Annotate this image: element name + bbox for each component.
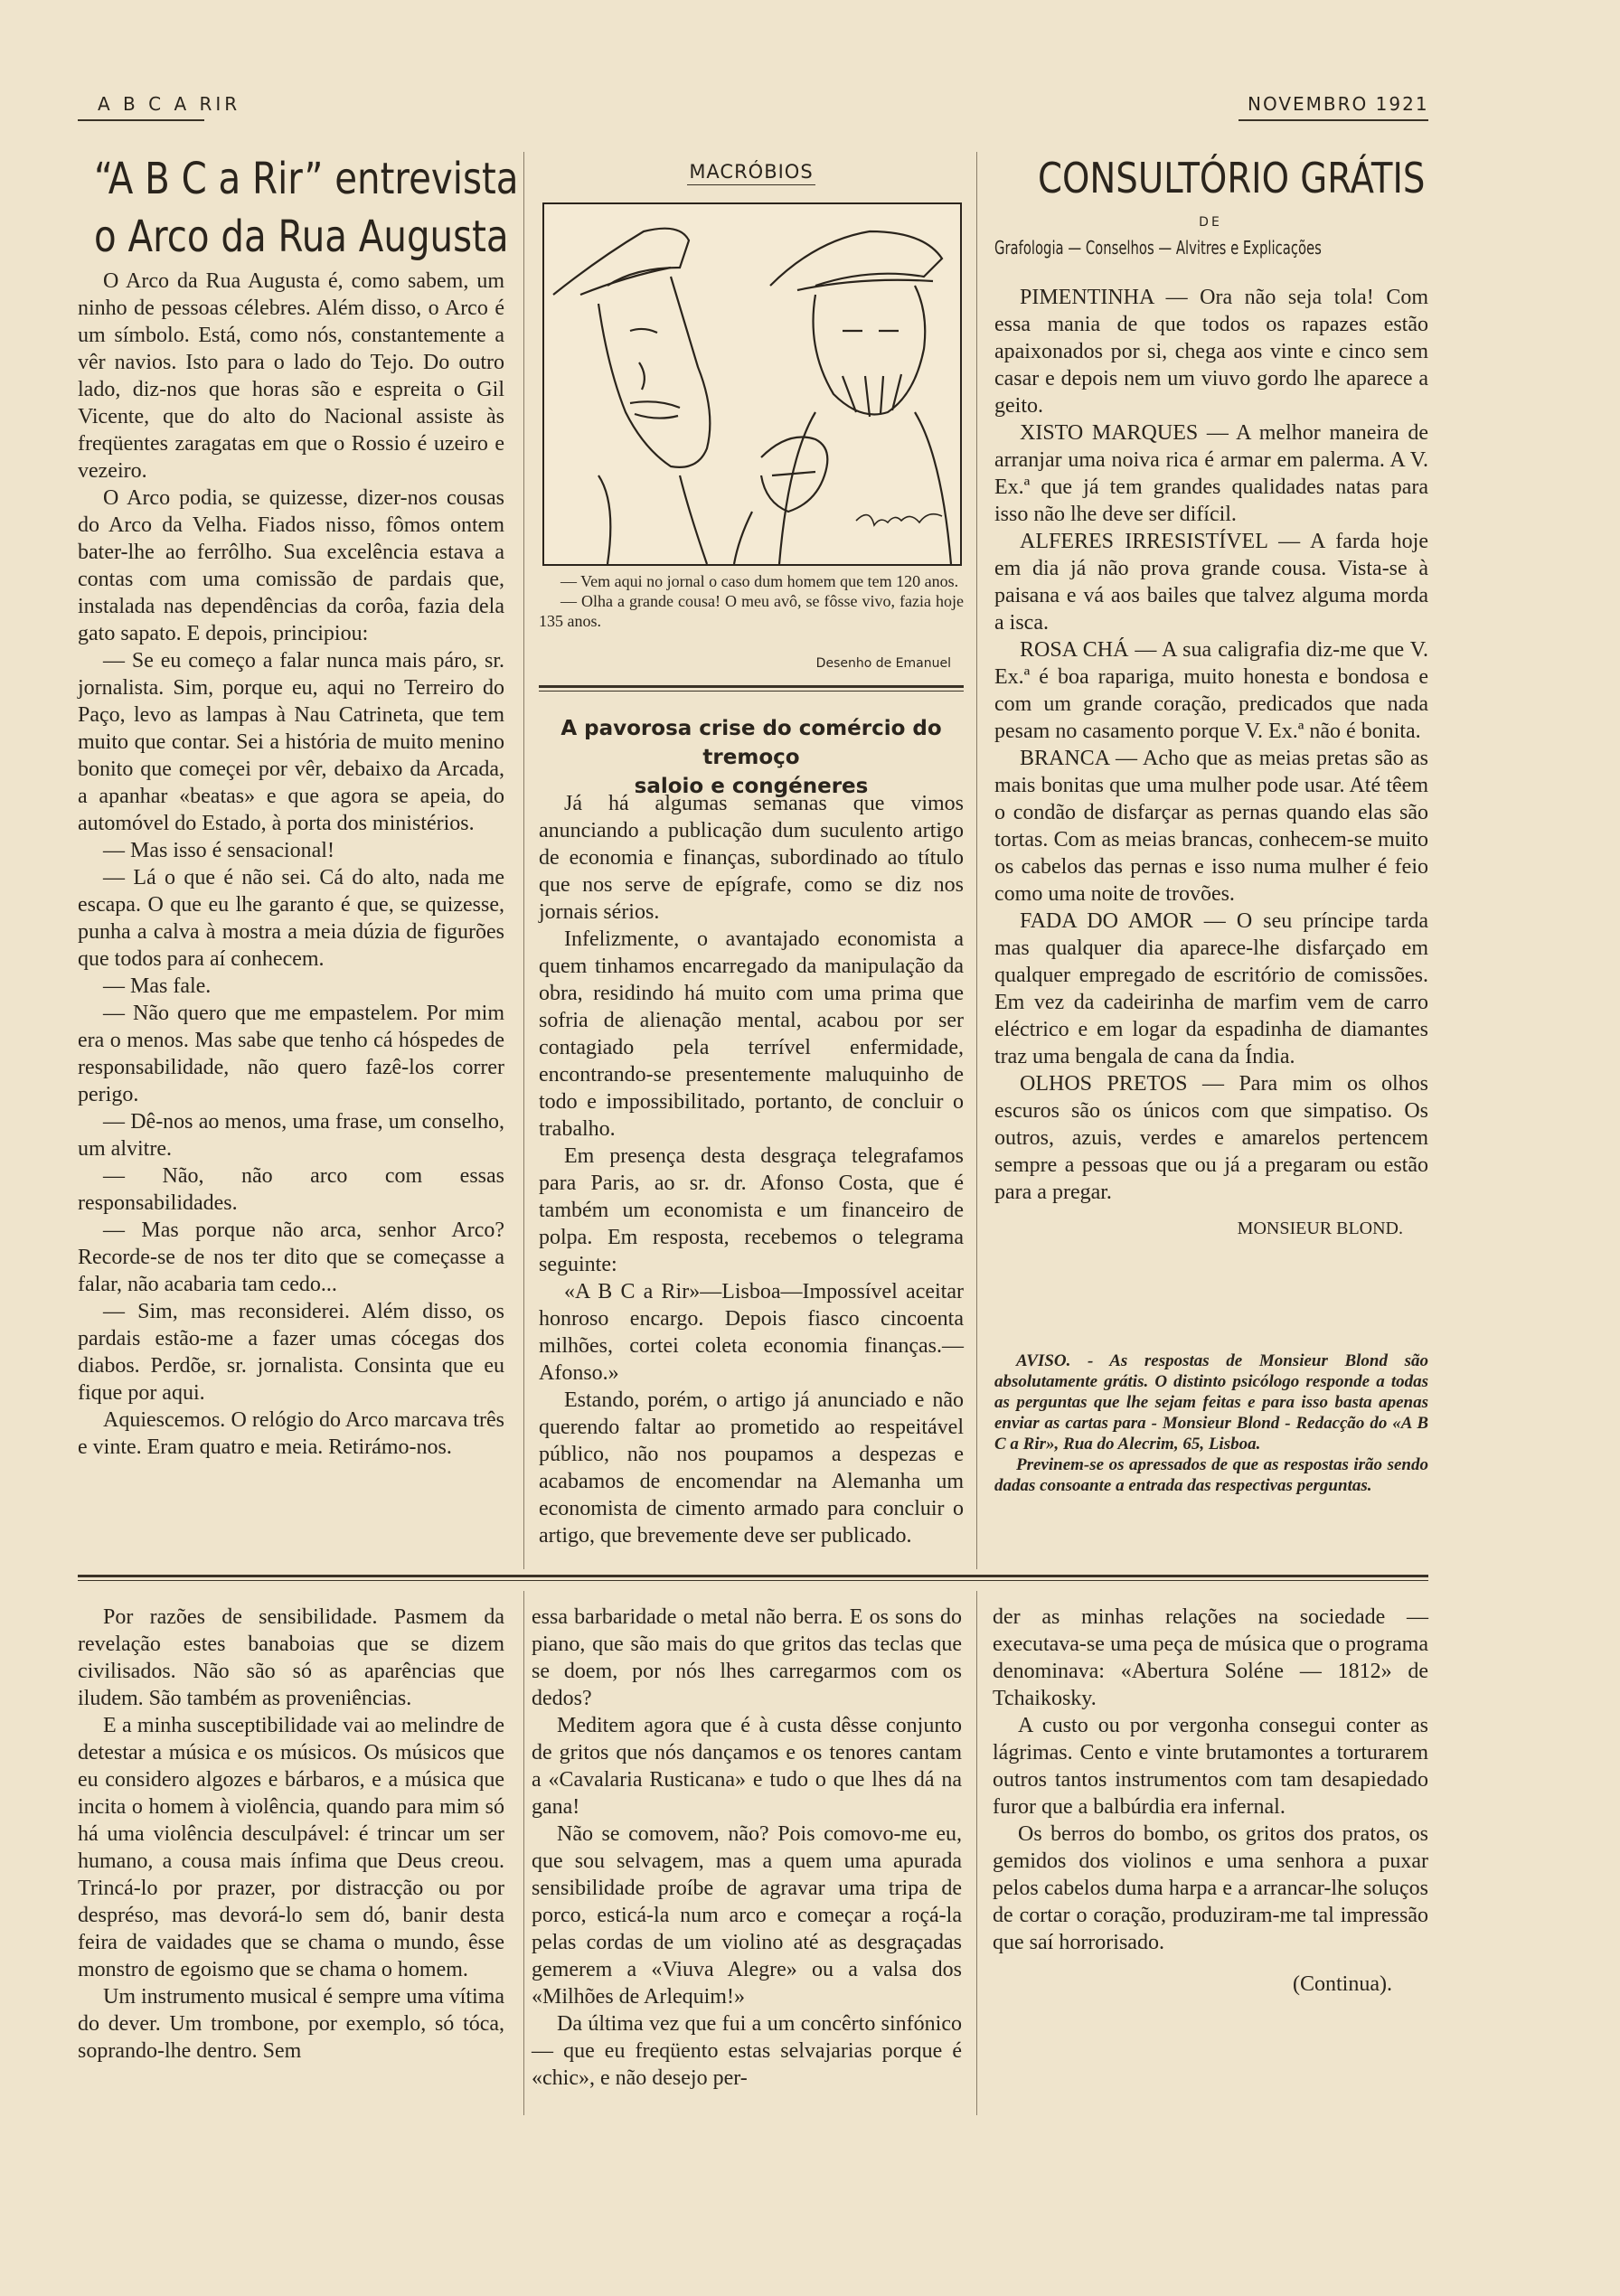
answer: BRANCA — Acho que as meias pretas são as mais bonitas que uma mulher pode usar. Até têem o condão de disfarçar as pernas quando elas são tortas. Com as meias brancas, conhecem-se muito os cabelos das pernas e isso numa mulher é feio como uma noite de trovões.: [994, 747, 1428, 906]
paragraph: Meditem agora que é à custa dêsse conjunto de gritos que nós dançamos e os tenores cantam a «Cavalaria Rusticana» e tudo o que lhes dá na gana!: [532, 1714, 962, 1819]
paragraph: Estando, porém, o artigo já anunciado e não querendo faltar ao prometido ao respeitável público, não nos poupamos a despezas e acabamos de encomendar na Alemanha um economista de cimento armado para concluir o artigo, que brevemente deve ser publicado.: [539, 1388, 964, 1548]
left-article-body: [78, 268, 504, 1461]
cartoon-title-rule: [687, 184, 815, 185]
bottom-col-2: [532, 1604, 962, 2092]
answer: ALFERES IRRESISTÍVEL — A farda hoje em dia já não prova grande cousa. Vista-se à paisana e vá aos bailes que talvez alguma morda a isca.: [994, 530, 1428, 635]
caption-line: — Olha a grande cousa! O meu avô, se fôsse vivo, fazia hoje 135 anos.: [539, 592, 964, 630]
answer: PIMENTINHA — Ora não seja tola! Com essa mania de que todos os rapazes estão apaixonados por si, chega aos vinte e cinco sem casar e depois nem um viuvo gordo lhe aparece a geito.: [994, 286, 1428, 418]
cartoon-credit: Desenho de Emanuel: [815, 656, 951, 671]
paragraph: Da última vez que fui a um concêrto sinfónico — que eu freqüento estas selvajarias porque é «chic», e não desejo per-: [532, 2012, 962, 2090]
notice-paragraph: Previnem-se os apressados de que as respostas irão sendo dadas consoante a entrada das respectivas perguntas.: [994, 1455, 1428, 1495]
middle-article-title: [539, 714, 964, 801]
cartoon-drawing: [544, 204, 960, 564]
cartoon-title: MACRÓBIOS: [689, 161, 814, 183]
paragraph: E a minha susceptibilidade vai ao melindre de detestar a música e os músicos. Os músicos que eu considero algozes e bárbaros, e a música que incita o homem à violência, quando para mim só há uma violência desculpável: é trincar um ser humano, a cousa mais ínfima que Deus creou. Trincá-lo por prazer, por distracção ou por despréso, mas devorá-lo sem dó, banir desta feira de vaidades que se chama o mundo, êsse monstro de egoismo que se chama o homem.: [78, 1714, 504, 1981]
paragraph: — Se eu começo a falar nunca mais páro, sr. jornalista. Sim, porque eu, aqui no Terreiro do Paço, levo as lampas à Nau Catrineta, que tem muito que contar. Sei a história de muito menino bonito que começei por vêr, debaixo da Arcada, a apanhar «beatas» e que agora se apeia, do automóvel do Estado, à porta dos ministérios.: [78, 649, 504, 835]
paragraph: Já há algumas semanas que vimos anunciando a publicação dum suculento artigo de economia e finanças, subordinado ao título que nos serve de epígrafe, como se diz nos jornais sérios.: [539, 792, 964, 924]
paragraph: Por razões de sensibilidade. Pasmem da revelação estes banaboias que se dizem civilisados. Não são só as aparências que iludem. São também as proveniências.: [78, 1605, 504, 1710]
column-rule: [976, 1591, 977, 2115]
cartoon-caption: [539, 571, 964, 631]
middle-title-line1: A pavorosa crise do comércio do tremoço: [560, 717, 942, 769]
paragraph: — Sim, mas reconsiderei. Além disso, os pardais estão-me a fazer umas cócegas dos diabos. Perdõe, sr. jornalista. Consinta que eu fique por aqui.: [78, 1300, 504, 1405]
consultorio-de: DE: [1199, 215, 1222, 230]
paragraph: Aquiescemos. O relógio do Arco marcava três e vinte. Eram quatro e meia. Retirámo-nos.: [78, 1408, 504, 1459]
paragraph: — Mas fale.: [103, 974, 212, 998]
paragraph: O Arco podia, se quizesse, dizer-nos cousas do Arco da Velha. Fiados nisso, fômos ontem bater-lhe ao ferrôlho. Sua excelência estava a contas com uma comissão de pardais que, instalada nas dependências da corôa, fazia dela gato sapato. E depois, principiou:: [78, 486, 504, 645]
consultorio-notice: [994, 1350, 1428, 1496]
paragraph: — Mas porque não arca, senhor Arco? Recorde-se de nos ter dito que se começasse a falar, não acabaria tam cedo...: [78, 1219, 504, 1296]
paragraph: — Lá o que é não sei. Cá do alto, nada me escapa. O que eu lhe garanto é que, se quizesse, punha a calva à mostra a meia dúzia de figurões que todos para aí conhecem.: [78, 866, 504, 971]
consultorio-body: [994, 284, 1428, 1242]
bottom-col-1: [78, 1604, 504, 2065]
left-article-title: [78, 154, 519, 271]
cartoon-illustration: [542, 202, 962, 566]
caption-line: — Vem aqui no jornal o caso dum homem que tem 120 anos.: [560, 572, 959, 590]
continued-note: (Continua).: [1293, 1972, 1392, 1996]
paragraph: — Mas isso é sensacional!: [103, 839, 334, 862]
paragraph: essa barbaridade o metal não berra. E os sons do piano, que são mais do que gritos das teclas que se doem, por nós lhes carregarmos com os dedos?: [532, 1605, 962, 1710]
consultorio-signature: MONSIEUR BLOND.: [1237, 1219, 1403, 1238]
answer: XISTO MARQUES — A melhor maneira de arranjar uma noiva rica é armar em palerma. A V. Ex.ª que já tem grandes qualidades natas para isso não lhe deve ser difícil.: [994, 421, 1428, 526]
paragraph: der as minhas relações na sociedade — executava-se uma peça de música que o programa denominava: «Abertura Soléne — 1812» de Tchaikosky.: [993, 1605, 1428, 1710]
section-separator: [78, 1575, 1428, 1577]
header-left: A B C A RIR: [98, 93, 241, 115]
paragraph: Um instrumento musical é sempre uma vítima do dever. Um trombone, por exemplo, só tóca, soprando-lhe dentro. Sem: [78, 1985, 504, 2063]
consultorio-title: [989, 154, 1441, 217]
paragraph: Os berros do bombo, os gritos dos pratos, os gemidos dos violinos e uma senhora a puxar pelos cabelos duma harpa e a arrancar-lhe soluços de cortar o coração, produziram-me tal impressão que saí horrorisado.: [993, 1822, 1428, 1954]
paragraph: Infelizmente, o avantajado economista a quem tinhamos encarregado da manipulação da obra, residindo há muito com uma prima que sofria de alienação mental, acabou por ser contagiado pela terrível enfermidade, encontrando-se presentemente maluquinho de todo e impossibilitado, portanto, de concluir o trabalho.: [539, 927, 964, 1141]
section-separator-thin: [78, 1580, 1428, 1581]
middle-article-body: [539, 790, 964, 1549]
consultorio-title-text: CONSULTÓRIO GRÁTIS: [1038, 154, 1426, 202]
paragraph: — Dê-nos ao menos, uma frase, um conselho, um alvitre.: [78, 1110, 504, 1161]
left-title-line2: o Arco da Rua Augusta: [94, 212, 509, 262]
header-right: NOVEMBRO 1921: [1248, 93, 1429, 115]
paragraph: «A B C a Rir»—Lisboa—Impossível aceitar honroso encargo. Depois fiasco cincoenta milhões, cortei coleta economia finanças.—Afonso.»: [539, 1280, 964, 1385]
left-title-line1: “A B C a Rir” entrevista: [94, 154, 519, 204]
column-rule: [523, 152, 524, 1569]
column-rule: [523, 1591, 524, 2115]
cartoon-rule: [539, 685, 964, 688]
answer: FADA DO AMOR — O seu príncipe tarda mas qualquer dia aparece-lhe disfarçado em qualquer empregado de escritório de comissões. Em vez da cadeirinha de marfim vem de carro eléctrico e em logar da espadinha de diamantes traz uma bengala de cana da Índia.: [994, 909, 1428, 1068]
column-rule: [976, 152, 977, 1569]
cartoon-signature: [876, 536, 946, 555]
consultorio-subtitle: Grafologia — Conselhos — Alvitres e Explicações: [994, 237, 1322, 259]
middle-title-line2: saloio e congéneres: [634, 775, 869, 798]
answer: OLHOS PRETOS — Para mim os olhos escuros são os únicos com que simpatiso. Os outros, azuis, verdes e amarelos pertencem sempre a pessoas que ou já a pregaram ou estão para a pregar.: [994, 1072, 1428, 1204]
bottom-col-3: [993, 1604, 1428, 1998]
answer: ROSA CHÁ — A sua caligrafia diz-me que V. Ex.ª é boa rapariga, muito honesta e bondosa e com um grande coração, predicados que nada pesam no casamento porque V. Ex.ª não é bonita.: [994, 638, 1428, 743]
header-rule-left: [78, 119, 204, 121]
paragraph: O Arco da Rua Augusta é, como sabem, um ninho de pessoas célebres. Além disso, o Arco é um símbolo. Está, como nós, constantemente a vêr navios. Isto para o lado do Tejo. Do outro lado, diz-nos que horas são e espreita o Gil Vicente, que do alto do Nacional assiste às freqüentes zaragatas em que o Rossio é uzeiro e vezeiro.: [78, 269, 504, 483]
paragraph: — Não, não arco com essas responsabilidades.: [78, 1164, 504, 1215]
notice-paragraph: AVISO. - As respostas de Monsieur Blond são absolutamente grátis. O distinto psicólogo responde a todas as perguntas que lhe sejam feitas e para isso basta apenas enviar as cartas para - Monsieur Blond - Redacção do «A B C a Rir», Rua do Alecrim, 65, Lisboa.: [994, 1351, 1428, 1454]
paragraph: Não se comovem, não? Pois comovo-me eu, que sou selvagem, mas a quem uma apurada sensibilidade proíbe de agravar uma tripa de porco, esticá-la num arco e começar a roçá-la pelas cordas de um violino até as desgraçadas gemerem a «Viuva Alegre» ou a valsa dos «Milhões de Arlequim!»: [532, 1822, 962, 2009]
paragraph: A custo ou por vergonha consegui conter as lágrimas. Cento e vinte brutamontes a torturarem outros tantos instrumentos com tam desapiedado furor que a balbúrdia era infernal.: [993, 1714, 1428, 1819]
cartoon-rule-thin: [539, 691, 964, 692]
paragraph: — Não quero que me empastelem. Por mim era o menos. Mas sabe que tenho cá hóspedes de responsabilidade, não quero fazê-los correr perigo.: [78, 1002, 504, 1106]
paragraph: Em presença desta desgraça telegrafamos para Paris, ao sr. dr. Afonso Costa, que é também um economista e um financeiro de polpa. Em resposta, recebemos o telegrama seguinte:: [539, 1144, 964, 1276]
header-rule-right: [1239, 119, 1428, 121]
